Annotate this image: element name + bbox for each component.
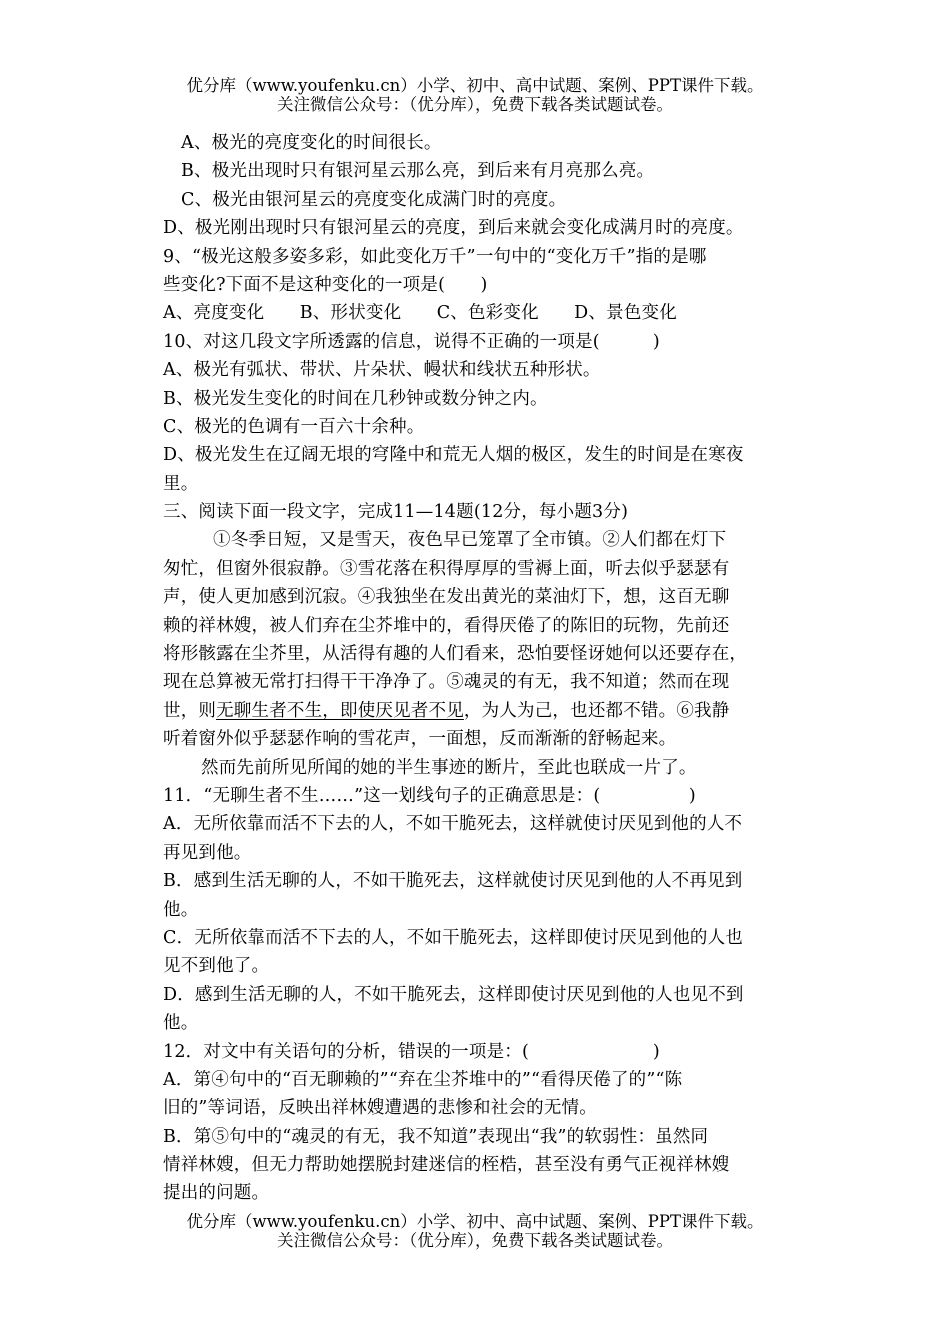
q11-option-c-line-2: 见不到他了。 [163,956,270,977]
footer-line-2: 关注微信公众号：（优分库），免费下载各类试题试卷。 [277,1231,673,1250]
q10-option-c: C、极光的色调有一百六十余种。 [163,416,425,437]
q11-stem: 11．“无聊生者不生……”这一划线句子的正确意思是：( ) [163,785,696,806]
q11-option-b-line-1: B．感到生活无聊的人，不如干脆死去，这样就使讨厌见到他的人不再见到 [163,871,743,892]
header-line-1: 优分库（www.youfenku.cn）小学、初中、高中试题、案例、PPT课件下载。 [186,76,764,95]
passage-line-8: 听着窗外似乎瑟瑟作响的雪花声，一面想，反而渐渐的舒畅起来。 [163,729,677,750]
footer-line-1: 优分库（www.youfenku.cn）小学、初中、高中试题、案例、PPT课件下载。 [186,1212,764,1231]
q9-stem-line-1: 9、“极光这般多姿多彩，如此变化万千”一句中的“变化万千”指的是哪 [163,246,707,267]
q12-option-a-line-1: A．第④句中的“百无聊赖的”“弃在尘芥堆中的”“看得厌倦了的”“陈 [163,1069,683,1090]
q12-option-a-line-2: 旧的”等词语，反映出祥林嫂遭遇的悲惨和社会的无情。 [163,1098,597,1119]
q9-stem-line-2: 些变化?下面不是这种变化的一项是( ) [163,274,488,295]
q11-option-d-line-1: D．感到生活无聊的人，不如干脆死去，这样即使讨厌见到他的人也见不到 [163,984,744,1005]
q12-option-b-line-3: 提出的问题。 [163,1183,270,1204]
q10-option-d-line-2: 里。 [163,473,199,494]
underlined-sentence: 无聊生者不生，即使厌见者不见 [216,700,464,721]
q12-option-b-line-2: 情祥林嫂，但无力帮助她摆脱封建迷信的桎梏，甚至没有勇气正视祥林嫂 [163,1155,730,1176]
q8-option-c: C、极光由银河星云的亮度变化成满门时的亮度。 [181,189,567,210]
q10-stem: 10、对这几段文字所透露的信息，说得不正确的一项是( ) [163,331,660,352]
passage-line-7-start: 世，则 [163,700,217,721]
page-footer [0,1212,950,1250]
q11-option-b-line-2: 他。 [163,899,199,920]
passage-line-6: 现在总算被无常打扫得干干净净了。⑤魂灵的有无，我不知道；然而在现 [163,672,730,693]
q8-option-b: B、极光出现时只有银河星云那么亮，到后来有月亮那么亮。 [181,161,655,182]
q11-option-c-line-1: C．无所依靠而活不下去的人，不如干脆死去，这样即使讨厌见到他的人也 [163,927,743,948]
passage-line-5: 将形骸露在尘芥里，从活得有趣的人们看来，恐怕要怪讶她何以还要存在， [163,644,748,665]
q11-option-a-line-2: 再见到他。 [163,842,252,863]
page-header [0,76,950,114]
q12-option-b-line-1: B．第⑤句中的“魂灵的有无，我不知道”表现出“我”的软弱性：虽然同 [163,1126,709,1147]
q9-options: A、亮度变化 B、形状变化 C、色彩变化 D、景色变化 [163,303,677,324]
passage-paragraph-2: 然而先前所见所闻的她的半生事迹的断片，至此也联成一片了。 [201,757,697,778]
document-body [163,129,791,1208]
section-3-title: 三、阅读下面一段文字，完成11—14题(12分，每小题3分) [163,502,629,523]
q10-option-a: A、极光有弧状、带状、片朵状、幔状和线状五种形状。 [163,360,601,381]
passage-line-4: 赖的祥林嫂，被人们弃在尘芥堆中的，看得厌倦了的陈旧的玩物，先前还 [163,615,730,636]
q8-option-a: A、极光的亮度变化的时间很长。 [181,133,442,153]
q12-stem: 12．对文中有关语句的分析，错误的一项是：( ) [163,1041,660,1062]
q8-option-d: D、极光刚出现时只有银河星云的亮度，到后来就会变化成满月时的亮度。 [163,218,744,239]
q11-option-d-line-2: 他。 [163,1013,199,1034]
passage-line-7-end: ，为人为己，也还都不错。⑥我静 [463,700,730,721]
q10-option-b: B、极光发生变化的时间在几秒钟或数分钟之内。 [163,388,548,409]
passage-line-7 [163,697,791,725]
q10-option-d-line-1: D、极光发生在辽阔无垠的穹隆中和荒无人烟的极区，发生的时间是在寒夜 [163,445,744,466]
passage-line-2: 匆忙，但窗外很寂静。③雪花落在积得厚厚的雪褥上面，听去似乎瑟瑟有 [163,558,730,579]
passage-line-1: ①冬季日短，又是雪天，夜色早已笼罩了全市镇。②人们都在灯下 [213,530,727,551]
passage-line-3: 声，使人更加感到沉寂。④我独坐在发出黄光的菜油灯下，想，这百无聊 [163,587,730,608]
header-line-2: 关注微信公众号：（优分库），免费下载各类试题试卷。 [277,95,673,114]
q11-option-a-line-1: A．无所依靠而活不下去的人，不如干脆死去，这样就使讨厌见到他的人不 [163,814,743,835]
